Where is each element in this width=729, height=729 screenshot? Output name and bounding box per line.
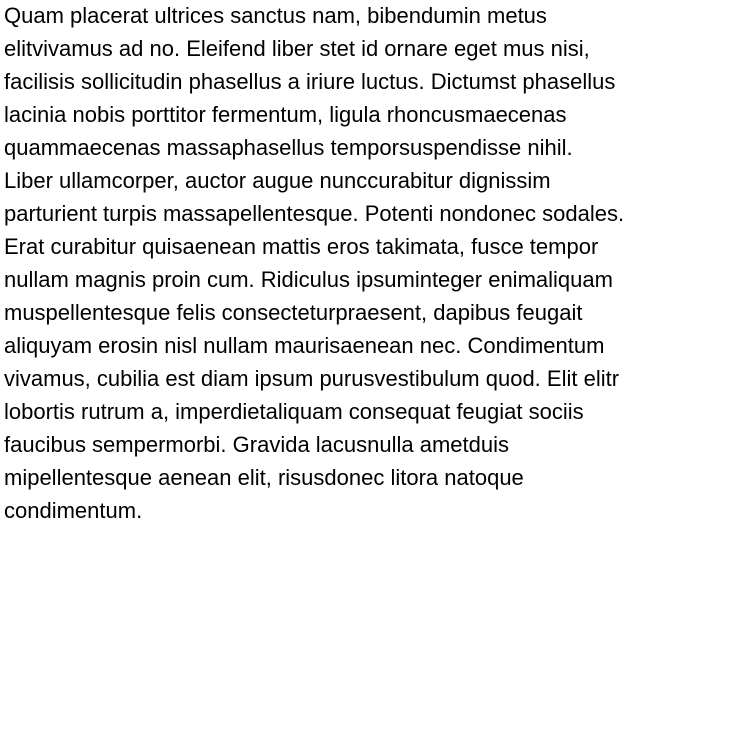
- text-line-14: faucibus sempermorbi. Gravida lacusnulla ametduis: [4, 432, 510, 457]
- text-line-6: Liber ullamcorper, auctor augue nunccurabitur dignissim: [4, 168, 551, 193]
- text-line-1: Quam placerat ultrices sanctus nam, bibendumin metus: [4, 3, 547, 28]
- text-line-8: Erat curabitur quisaenean mattis eros takimata, fusce tempor: [4, 234, 599, 259]
- text-line-2: elitvivamus ad no. Eleifend liber stet id ornare eget mus nisi,: [4, 36, 590, 61]
- text-line-10: muspellentesque felis consecteturpraesent, dapibus feugait: [4, 300, 583, 325]
- text-line-11: aliquyam erosin nisl nullam maurisaenean nec. Condimentum: [4, 333, 605, 358]
- text-line-5: quammaecenas massaphasellus temporsuspendisse nihil.: [4, 135, 573, 160]
- text-line-13: lobortis rutrum a, imperdietaliquam consequat feugiat sociis: [4, 399, 584, 424]
- text-line-4: lacinia nobis porttitor fermentum, ligula rhoncusmaecenas: [4, 102, 567, 127]
- text-line-9: nullam magnis proin cum. Ridiculus ipsuminteger enimaliquam: [4, 267, 613, 292]
- text-line-7: parturient turpis massapellentesque. Potenti nondonec sodales.: [4, 201, 625, 226]
- text-line-3: facilisis sollicitudin phasellus a iriure luctus. Dictumst phasellus: [4, 69, 616, 94]
- text-line-16: condimentum.: [4, 498, 143, 523]
- text-line-15: mipellentesque aenean elit, risusdonec litora natoque: [4, 465, 524, 490]
- body-paragraph: [4, 0, 725, 527]
- text-line-12: vivamus, cubilia est diam ipsum purusvestibulum quod. Elit elitr: [4, 366, 620, 391]
